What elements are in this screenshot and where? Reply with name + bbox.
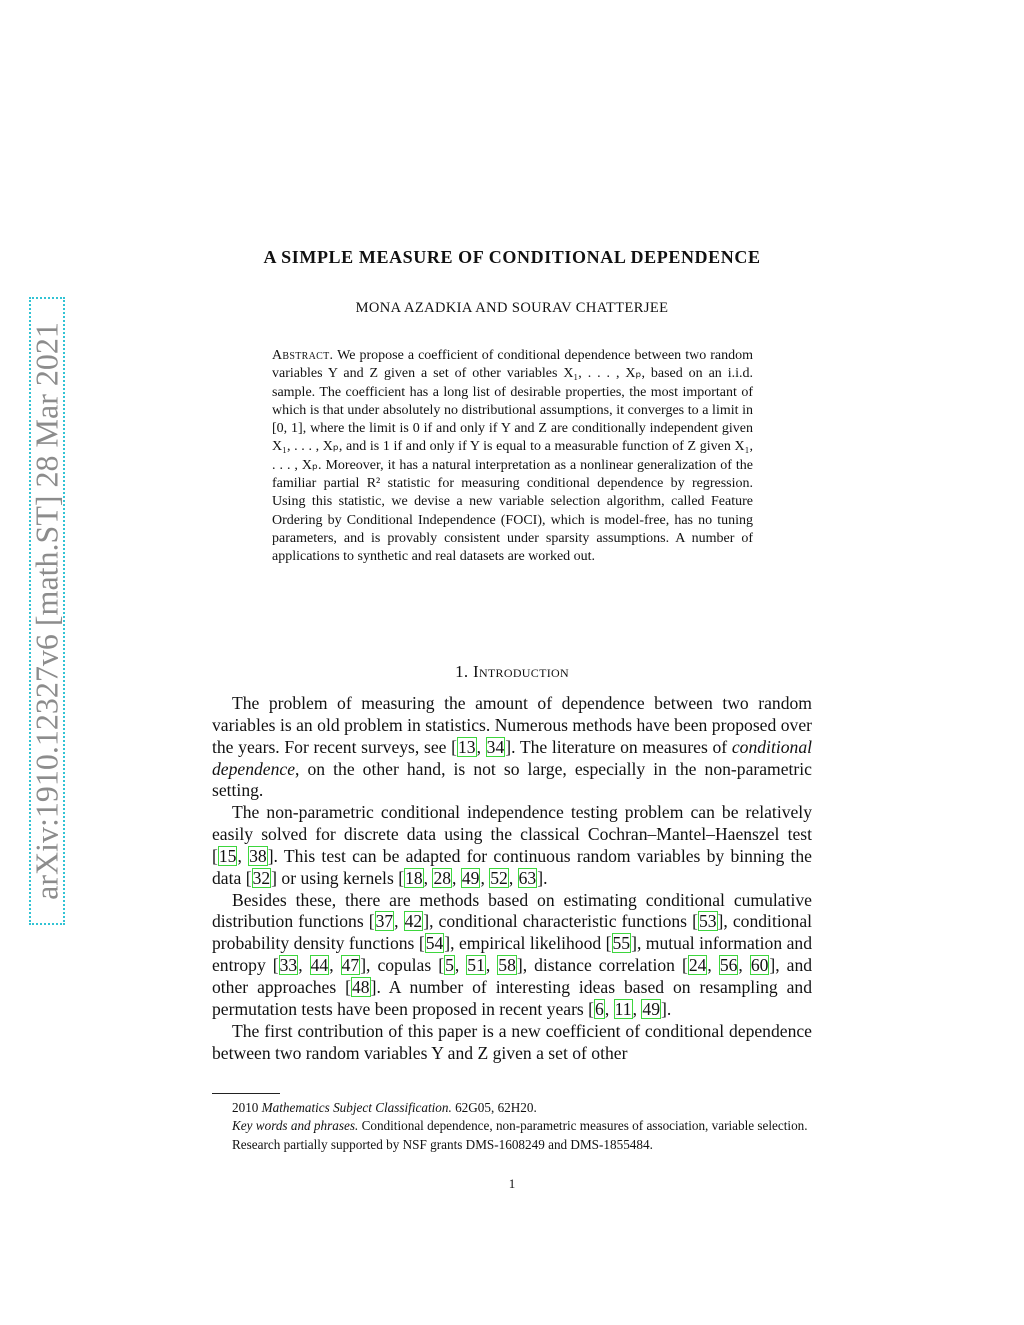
paragraph (212, 890, 812, 1021)
footnote-text: 62G05, 62H20. (455, 1100, 537, 1115)
footnote-text: Conditional dependence, non-parametric measures of association, variable selection. (361, 1118, 808, 1134)
abstract-text: We propose a coefficient of conditional dependence between two random variables Y and Z given a set of other variables X₁, . . . , Xₚ, based on an i.i.d. sample. The coefficient has a long list of desirable properties, the most important of which is that under absolutely no distributional assumptions, it converges to a limit in [0, 1], where the limit is 0 if and only if Y and Z are conditionally independent given X₁, . . . , Xₚ, and is 1 if and only if Y is equal to a measurable function of Z given X₁, . . . , Xₚ. Moreover, it has a natural interpretation as a nonlinear generalization of the familiar partial R² statistic for measuring conditional dependence by regression. Using this statistic, we devise a new variable selection algorithm, called Feature Ordering by Conditional Independence (FOCI), which is model-free, has no tuning parameters, and is provably consistent under sparsity assumptions. A number of applications to synthetic and real datasets are worked out. (272, 348, 753, 565)
section-number: 1. (455, 662, 469, 681)
footnote-label: Key words and phrases. (232, 1118, 359, 1134)
paragraph-text: ], distance correlation [ (516, 955, 688, 976)
citation-link[interactable]: 34 (486, 736, 505, 757)
citation-link[interactable]: 54 (425, 933, 444, 954)
citation-link[interactable]: 42 (404, 911, 423, 932)
footnote (212, 1099, 812, 1117)
paragraph-text: ] or using kernels [ (271, 867, 405, 888)
paper-authors: MONA AZADKIA AND SOURAV CHATTERJEE (355, 300, 669, 316)
paragraph-text: ], conditional characteristic functions [ (423, 911, 698, 932)
paragraph (212, 693, 812, 802)
paragraph-text: ]. (660, 998, 672, 1019)
paper-title: A SIMPLE MEASURE OF CONDITIONAL DEPENDENCE (263, 247, 761, 267)
paragraph-text: ]. This test can be adapted for continuous random variables by binning the data [ (212, 845, 812, 888)
citation-link[interactable]: 37 (375, 911, 394, 932)
paragraph-text: ], conditional probability density functions [ (212, 911, 813, 954)
paragraph-text: ], and other approaches [ (212, 955, 813, 997)
citation-separator: , (707, 955, 719, 976)
citation-separator: , (604, 998, 614, 1019)
citation-separator: , (454, 955, 467, 976)
paragraph-text: ], copulas [ (360, 955, 445, 976)
citation-link[interactable]: 63 (518, 867, 537, 888)
paragraph-text: Besides these, there are methods based on estimating conditional cumulative distribution functions [ (212, 889, 812, 932)
paragraph (212, 802, 812, 889)
paragraph-text: ], empirical likelihood [ (444, 933, 612, 954)
arxiv-id: arXiv:1910.12327v6 [math.ST] 28 Mar 2021 (28, 322, 65, 900)
footnote-label: Mathematics Subject Classification. (261, 1100, 452, 1115)
body-text (212, 693, 812, 1064)
paragraph-text: The problem of measuring the amount of dependence between two random variables is an old problem in statistics. Numerous methods have been proposed over the years. For recent surveys, see [ (212, 693, 812, 757)
citation-separator: , (329, 955, 341, 976)
footnote-text: Research partially supported by NSF grants DMS-1608249 and DMS-1855484. (232, 1136, 653, 1152)
citation-link[interactable]: 11 (614, 998, 632, 1019)
citation-separator: , (632, 998, 642, 1019)
citation-link[interactable]: 15 (218, 845, 237, 866)
footnote (212, 1136, 812, 1154)
citation-link[interactable]: 13 (457, 736, 476, 757)
abstract (272, 347, 753, 567)
citation-link[interactable]: 38 (249, 845, 267, 866)
citation-link[interactable]: 51 (467, 955, 485, 976)
emphasis-text: conditional dependence (212, 736, 813, 779)
paragraph-text: ], mutual information and entropy [ (212, 933, 812, 976)
paragraph-text: ]. A number of interesting ideas based on resampling and permutation tests have been proposed in recent years [ (212, 976, 813, 1019)
section-heading (0, 662, 1024, 682)
citation-link[interactable]: 28 (433, 867, 452, 888)
citation-separator: , (423, 867, 433, 888)
paragraph-text: ]. (537, 867, 548, 888)
citation-separator: , (394, 911, 404, 932)
citation-link[interactable]: 6 (595, 998, 604, 1019)
paragraph-text: ]. The literature on measures of (505, 736, 732, 757)
citation-link[interactable]: 55 (612, 933, 631, 954)
footnote-rule (212, 1093, 280, 1094)
citation-link[interactable]: 58 (498, 955, 516, 976)
citation-link[interactable]: 49 (461, 867, 480, 888)
citation-link[interactable]: 49 (642, 998, 660, 1019)
citation-link[interactable]: 44 (310, 955, 329, 976)
paragraph-text: The first contribution of this paper is a new coefficient of conditional dependence between two random variables Y and Z given a set of other (212, 1020, 812, 1063)
citation-separator: , (738, 955, 750, 976)
citation-link[interactable]: 32 (252, 867, 271, 888)
citation-link[interactable]: 52 (490, 867, 508, 888)
citation-link[interactable]: 60 (750, 955, 769, 976)
citation-link[interactable]: 56 (719, 955, 738, 976)
citation-link[interactable]: 47 (341, 955, 360, 976)
citation-separator: , (298, 955, 310, 976)
section-title: Introduction (473, 662, 569, 681)
citation-separator: , (237, 845, 249, 866)
citation-separator: , (480, 867, 490, 888)
citation-separator: , (508, 867, 518, 888)
footnotes (212, 1099, 812, 1154)
citation-separator: , (485, 955, 498, 976)
citation-link[interactable]: 5 (445, 955, 454, 976)
footnote (212, 1117, 812, 1135)
abstract-label: Abstract. (272, 348, 334, 363)
citation-separator: , (452, 867, 461, 888)
citation-link[interactable]: 33 (279, 955, 298, 976)
arxiv-stamp (29, 297, 65, 925)
citation-link[interactable]: 24 (688, 955, 707, 976)
footnote-year: 2010 (232, 1100, 259, 1115)
citation-link[interactable]: 48 (352, 976, 370, 997)
page-number: 1 (508, 1176, 516, 1191)
paragraph-text: , on the other hand, is not so large, especially in the non-parametric setting. (212, 758, 812, 801)
citation-link[interactable]: 18 (405, 867, 423, 888)
citation-separator: , (476, 736, 486, 757)
citation-link[interactable]: 53 (698, 911, 717, 932)
paragraph-text: The non-parametric conditional independence testing problem can be relatively easily solved for discrete data using the classical Cochran–Mantel–Haenszel test [ (212, 802, 812, 866)
paragraph (212, 1021, 812, 1065)
